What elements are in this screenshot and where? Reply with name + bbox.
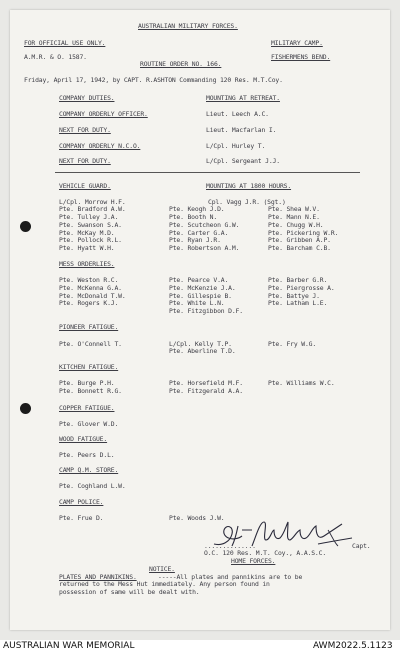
guard-member: Pte. Chugg W.H. xyxy=(268,221,324,229)
vehicle-guard-heading: VEHICLE GUARD. xyxy=(59,182,111,190)
notice-line: possession of same will be dealt with. xyxy=(59,588,200,596)
punch-hole-top xyxy=(20,221,31,232)
kitchen-member: Pte. Williams W.C. xyxy=(268,379,335,387)
mess-orderly: Pte. McKenzie J.A. xyxy=(169,284,236,292)
mess-orderly: Pte. Gillespie B. xyxy=(169,292,232,300)
notice-subject: PLATES AND PANNIKINS. xyxy=(59,573,137,581)
guard-member: Pte. Keogh J.D. xyxy=(169,205,225,213)
camp-police-member: Pte. Woods J.W. xyxy=(169,514,225,522)
routine-order-number: ROUTINE ORDER NO. 166. xyxy=(140,60,222,68)
pioneer-member: Pte. Fry W.G. xyxy=(268,340,317,348)
pioneer-member: Pte. Aberline T.D. xyxy=(169,347,236,355)
duty-value: L/Cpl. Sergeant J.J. xyxy=(206,157,280,165)
guard-member: Pte. Swanson S.A. xyxy=(59,221,122,229)
mess-orderly: Pte. Latham L.E. xyxy=(268,299,328,307)
notice-line: returned to the Mess Hut immediately. Any person found in xyxy=(59,580,270,588)
wood-member: Pte. Peers D.L. xyxy=(59,451,115,459)
mess-orderly: Pte. Pearce V.A. xyxy=(169,276,229,284)
archive-footer xyxy=(0,640,400,653)
mess-orderly: Pte. White L.N. xyxy=(169,299,225,307)
camp-police-member: Pte. Frue D. xyxy=(59,514,104,522)
mess-orderly: Pte. McKenna G.A. xyxy=(59,284,122,292)
pioneer-fatigue-heading: PIONEER FATIGUE. xyxy=(59,323,119,331)
guard-member: Pte. Booth N. xyxy=(169,213,218,221)
camp-location: FISHERMENS BEND. xyxy=(271,53,331,61)
mess-orderly: Pte. Barber G.R. xyxy=(268,276,328,284)
guard-member: Pte. Carter G.A. xyxy=(169,229,229,237)
guard-member: Pte. Barcham C.B. xyxy=(268,244,331,252)
duty-value: L/Cpl. Hurley T. xyxy=(206,142,266,150)
vehicle-guard-mounting: MOUNTING AT 1800 HOURS. xyxy=(206,182,292,190)
pioneer-member: Pte. O'Connell T. xyxy=(59,340,122,348)
kitchen-member: Pte. Burge P.H. xyxy=(59,379,115,387)
camp-police-heading: CAMP POLICE. xyxy=(59,498,104,506)
copper-fatigue-heading: COPPER FATIGUE. xyxy=(59,404,115,412)
mess-orderlies-heading: MESS ORDERLIES. xyxy=(59,260,115,268)
mess-orderly: Pte. Battye J. xyxy=(268,292,320,300)
pioneer-member: L/Cpl. Kelly T.P. xyxy=(169,340,232,348)
guard-member: Pte. Ryan J.R. xyxy=(169,236,221,244)
duty-label: COMPANY ORDERLY OFFICER. xyxy=(59,110,148,118)
mess-orderly: Pte. Fitzgibbon D.F. xyxy=(169,307,243,315)
guard-member: Pte. Robertson A.M. xyxy=(169,244,240,252)
copper-member: Pte. Glover W.D. xyxy=(59,420,119,428)
signature-rank: Capt. xyxy=(352,542,371,550)
archive-accession-number: AWM2022.5.1123 xyxy=(313,641,393,651)
camp-store-member: Pte. Coghland L.W. xyxy=(59,482,126,490)
camp-store-heading: CAMP Q.M. STORE. xyxy=(59,466,119,474)
mess-orderly: Pte. Weston R.C. xyxy=(59,276,119,284)
duty-label: COMPANY ORDERLY N.C.O. xyxy=(59,142,141,150)
duty-value: MOUNTING AT RETREAT. xyxy=(206,94,280,102)
guard-member: Pte. Shea W.V. xyxy=(268,205,320,213)
guard-member: Pte. Tulley J.A. xyxy=(59,213,119,221)
kitchen-member: Pte. Horsefield M.F. xyxy=(169,379,243,387)
kitchen-member: Pte. Fitzgerald A.A. xyxy=(169,387,243,395)
guard-member: Pte. Scutcheon G.W. xyxy=(169,221,240,229)
official-use-label: FOR OFFICIAL USE ONLY. xyxy=(24,39,106,47)
wood-fatigue-heading: WOOD FATIGUE. xyxy=(59,435,108,443)
kitchen-fatigue-heading: KITCHEN FATIGUE. xyxy=(59,363,119,371)
notice-heading: NOTICE. xyxy=(149,565,175,573)
notice-line: -----All plates and pannikins are to be xyxy=(158,573,303,581)
guard-member: L/Cpl. Morrow H.F. xyxy=(59,198,126,206)
duty-value: Lieut. Macfarlan I. xyxy=(206,126,277,134)
duty-label: NEXT FOR DUTY. xyxy=(59,157,111,165)
signature-unit: O.C. 120 Res. M.T. Coy., A.A.S.C. xyxy=(204,549,327,557)
section-divider xyxy=(55,172,360,173)
duty-value: Lieut. Leech A.C. xyxy=(206,110,269,118)
mess-orderly: Pte. Piergrosse A. xyxy=(268,284,335,292)
guard-member: Pte. Gribben A.P. xyxy=(268,236,331,244)
punch-hole-bottom xyxy=(20,403,31,414)
camp-label: MILITARY CAMP. xyxy=(271,39,323,47)
mess-orderly: Pte. Rogers K.J. xyxy=(59,299,119,307)
guard-member: Cpl. Vagg J.R. (Sgt.) xyxy=(208,198,286,206)
guard-member: Pte. Bradford A.W. xyxy=(59,205,126,213)
signature-forces: HOME FORCES. xyxy=(231,557,276,565)
duty-label: NEXT FOR DUTY. xyxy=(59,126,111,134)
date-line: Friday, April 17, 1942, by CAPT. R.ASHTON Commanding 120 Res. M.T.Coy. xyxy=(24,76,283,84)
amr-reference: A.M.R. & O. 1587. xyxy=(24,53,87,61)
duty-label: COMPANY DUTIES. xyxy=(59,94,115,102)
guard-member: Pte. Pickering W.R. xyxy=(268,229,339,237)
archive-name: AUSTRALIAN WAR MEMORIAL xyxy=(3,641,135,651)
document-title: AUSTRALIAN MILITARY FORCES. xyxy=(138,22,238,30)
signature-dots: .............. xyxy=(204,542,256,550)
guard-member: Pte. McKay M.D. xyxy=(59,229,115,237)
kitchen-member: Pte. Bonnett R.G. xyxy=(59,387,122,395)
mess-orderly: Pte. McDonald T.W. xyxy=(59,292,126,300)
guard-member: Pte. Pollock R.L. xyxy=(59,236,122,244)
guard-member: Pte. Hyatt W.H. xyxy=(59,244,115,252)
guard-member: Pte. Mann N.E. xyxy=(268,213,320,221)
